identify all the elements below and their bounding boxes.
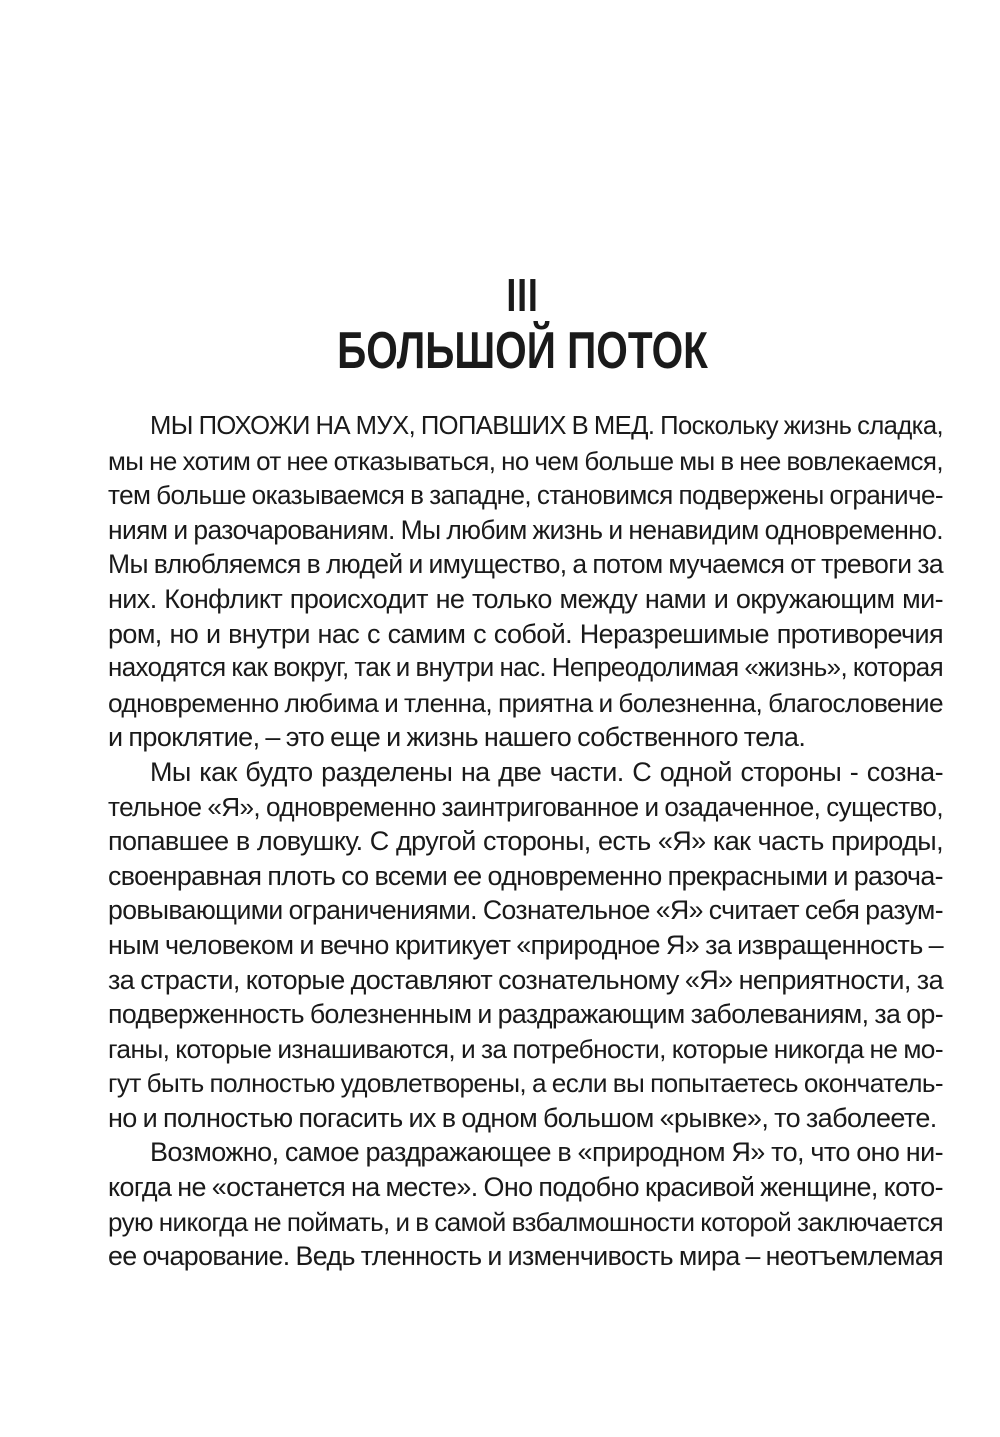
text-line: Возможно, самое раздражающее в «природном Я» то, что оно ни- [150,1137,943,1168]
text-line: попавшее в ловушку. С другой стороны, есть «Я» как часть природы, [108,826,943,857]
chapter-body [108,409,943,1274]
chapter-title: БОЛЬШОЙ ПОТОК [337,322,708,380]
chapter-number: III [506,269,539,321]
text-line: за страсти, которые доставляют сознательному «Я» неприятности, за [108,964,943,995]
text-line: мы не хотим от нее отказываться, но чем больше мы в нее вовлекаемся, [108,445,943,476]
text-line: МЫ ПОХОЖИ НА МУХ, ПОПАВШИХ В МЕД. Поскольку жизнь сладка, [150,412,943,440]
text-line: подверженность болезненным и раздражающим заболеваниям, за ор- [108,999,943,1030]
text-line: гут быть полностью удовлетворены, а если вы попытаетесь окончатель- [108,1068,943,1099]
text-line: ее очарование. Ведь тленность и изменчивость мира – неотъемлемая [108,1241,943,1272]
text-line: когда не «останется на месте». Оно подобно красивой женщине, кото- [108,1172,943,1203]
text-line: одновременно любима и тленна, приятна и болезненна, благословение [108,687,943,718]
text-line: но и полностью погасить их в одном большом «рывке», то заболеете. [108,1102,937,1133]
text-line: своенравная плоть со всеми ее одновременно прекрасными и разоча- [108,860,943,891]
text-line: них. Конфликт происходит не только между нами и окружающим ми- [108,583,943,614]
text-line: ганы, которые изнашиваются, и за потребности, которые никогда не мо- [108,1033,943,1064]
text-line: ровывающими ограничениями. Сознательное «Я» считает себя разум- [108,895,943,926]
text-line: Мы как будто разделены на две части. С одной стороны - созна- [150,756,943,787]
text-line: ным человеком и вечно критикует «природное Я» за извращенность – [108,929,943,960]
text-line: Мы влюбляемся в людей и имущество, а потом мучаемся от тревоги за [108,549,943,580]
text-line: и проклятие, – это еще и жизнь нашего собственного тела. [108,722,806,753]
text-line: ром, но и внутри нас с самим с собой. Неразрешимые противоречия [108,618,943,649]
text-line: находятся как вокруг, так и внутри нас. Непреодолимая «жизнь», которая [108,654,943,683]
text-line: тельное «Я», одновременно заинтригованное и озадаченное, существо, [108,791,943,822]
text-line: рую никогда не поймать, и в самой взбалмошности которой заключается [108,1206,943,1237]
text-line: тем больше оказываемся в западне, становимся подвержены ограниче- [108,480,943,511]
text-line: ниям и разочарованиям. Мы любим жизнь и ненавидим одновременно. [108,514,943,545]
